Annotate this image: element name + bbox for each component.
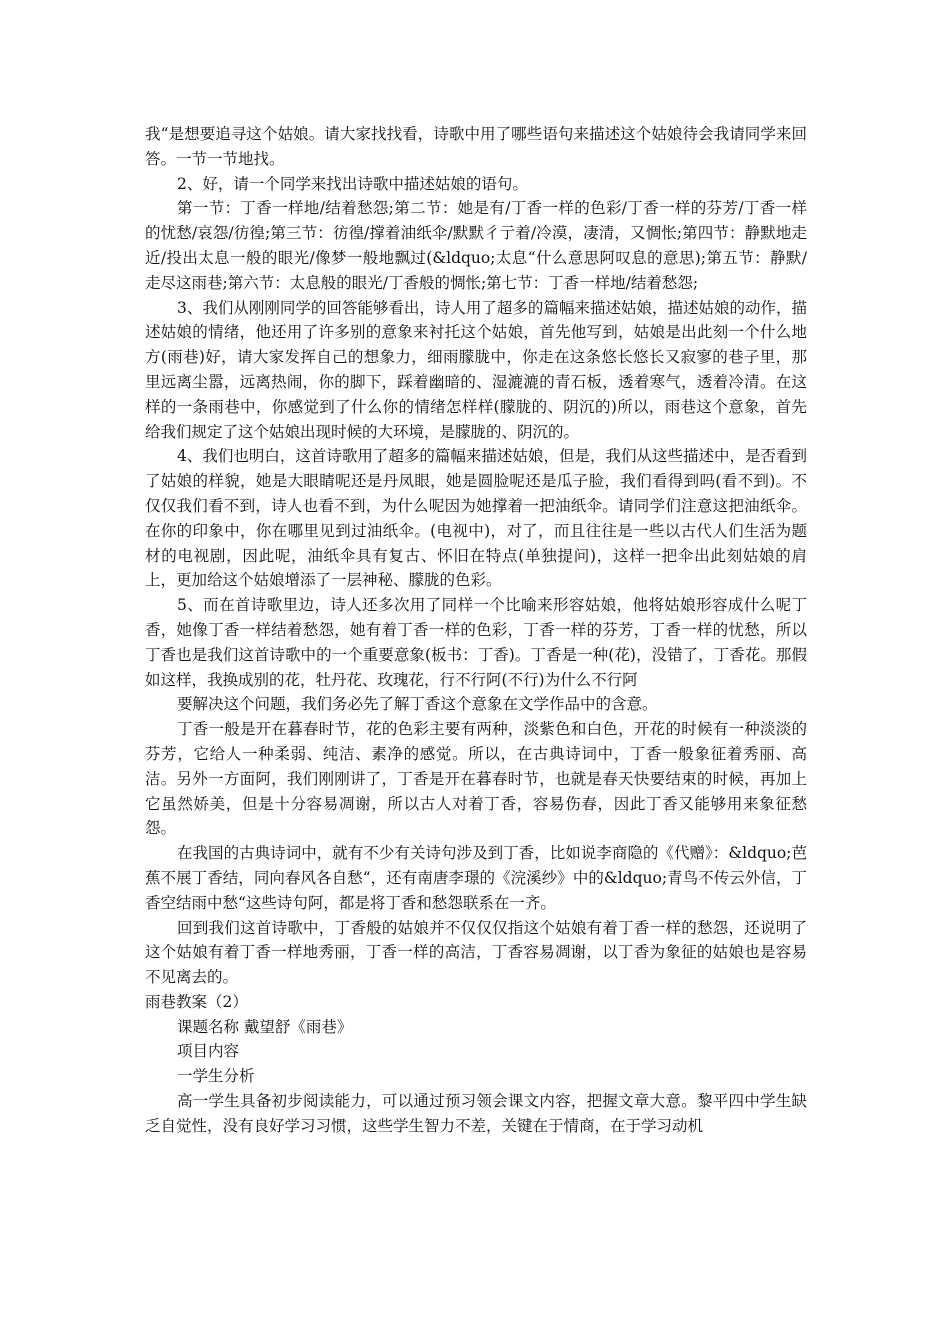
paragraph-step-2: 2、好，请一个同学来找出诗歌中描述姑娘的语句。 [177,174,528,193]
project-content-label: 项目内容 [177,1042,240,1061]
paragraph-student-analysis: 高一学生具备初步阅读能力，可以通过预习领会课文内容，把握文章大意。黎平四中学生缺乏自觉性，没有良好学习习惯，这些学生智力不差，关键在于情商，在于学习动机 [145,1092,807,1135]
paragraph-conclusion: 回到我们这首诗歌中，丁香般的姑娘并不仅仅仅指这个姑娘有着丁香一样的愁怨，还说明了这个姑娘有着丁香一样地秀丽，丁香一样的高洁，丁香容易凋谢，以丁香为象征的姑娘也是容易不见离去的。 [145,918,807,987]
paragraph-lilac-question: 要解决这个问题，我们务必先了解丁香这个意象在文学作品中的含意。 [177,695,658,714]
paragraph-step-3: 3、我们从刚刚同学的回答能够看出，诗人用了超多的篇幅来描述姑娘，描述姑娘的动作，描述姑娘的情绪，他还用了许多别的意象来衬托这个姑娘，首先他写到，姑娘是出此刻一个什么地方(雨巷)好，请大家发挥自己的想象力，细雨朦胧中，你走在这条悠长悠长又寂寥的巷子里，那里远离尘嚣，远离热闹，你的脚下，踩着幽暗的、湿漉漉的青石板，透着寒气，透着冷清。在这样的一条雨巷中，你感觉到了什么你的情绪怎样样(朦胧的、阴沉的)所以，雨巷这个意象，首先给我们规定了这个姑娘出现时候的大环境，是朦胧的、阴沉的。 [145,298,807,441]
paragraph-intro-continuation: 我“是想要追寻这个姑娘。请大家找找看，诗歌中用了哪些语句来描述这个姑娘待会我请同学来回答。一节一节地找。 [145,125,807,168]
section-heading: 雨巷教案（2） [145,992,248,1011]
document-body [145,122,807,1139]
lesson-title-line: 课题名称 戴望舒《雨巷》 [177,1017,353,1036]
paragraph-lilac-meaning: 丁香一般是开在暮春时节，花的色彩主要有两种，淡紫色和白色，开花的时候有一种淡淡的芬芳，它给人一种柔弱、纯洁、素净的感觉。所以，在古典诗词中，丁香一般象征着秀丽、高洁。另外一方面阿，我们刚刚讲了，丁香是开在暮春时节，也就是春天快要结束的时候，再加上它虽然娇美，但是十分容易凋谢，所以古人对着丁香，容易伤春，因此丁香又能够用来象征愁怨。 [145,720,807,838]
paragraph-classical-poems: 在我国的古典诗词中，就有不少有关诗句涉及到丁香，比如说李商隐的《代赠》：&ldquo;芭蕉不展丁香结，同向春风各自愁“，还有南唐李璟的《浣溪纱》中的&ldquo;青鸟不传云外信，丁香空结雨中愁“这些诗句阿，都是将丁香和愁怨联系在一齐。 [145,844,807,912]
paragraph-stanza-lines: 第一节：丁香一样地/结着愁怨;第二节：她是有/丁香一样的色彩/丁香一样的芬芳/丁香一样的忧愁/哀怨/彷徨;第三节：彷徨/撑着油纸伞/默默彳亍着/冷漠，凄清，又惆怅;第四节：静默地走近/投出太息一般的眼光/像梦一般地飘过(&ldquo;太息“什么意思阿叹息的意思);第五节：静默/走尽这雨巷;第六节：太息般的眼光/丁香般的惆怅;第七节：丁香一样地/结着愁怨; [145,199,807,292]
paragraph-step-4: 4、我们也明白，这首诗歌用了超多的篇幅来描述姑娘，但是，我们从这些描述中，是否看到了姑娘的样貌，她是大眼睛呢还是丹凤眼，她是圆脸呢还是瓜子脸，我们看得到吗(看不到)。不仅仅我们看不到，诗人也看不到，为什么呢因为她撑着一把油纸伞。请同学们注意这把油纸伞。在你的印象中，你在哪里见到过油纸伞。(电视中)，对了，而且往往是一些以古代人们生活为题材的电视剧，因此呢，油纸伞具有复古、怀旧在特点(单独提问)，这样一把伞出此刻姑娘的肩上，更加给这个姑娘增添了一层神秘、朦胧的色彩。 [145,447,807,590]
student-analysis-heading: 一学生分析 [177,1067,255,1086]
paragraph-step-5: 5、而在首诗歌里边，诗人还多次用了同样一个比喻来形容姑娘，他将姑娘形容成什么呢丁香，她像丁香一样结着愁怨，她有着丁香一样的色彩，丁香一样的芬芳，丁香一样的忧愁，所以丁香也是我们这首诗歌中的一个重要意象(板书：丁香)。丁香是一种(花)，没错了，丁香花。那假如这样，我换成别的花，牡丹花、玫瑰花，行不行阿(不行)为什么不行阿 [145,596,807,689]
